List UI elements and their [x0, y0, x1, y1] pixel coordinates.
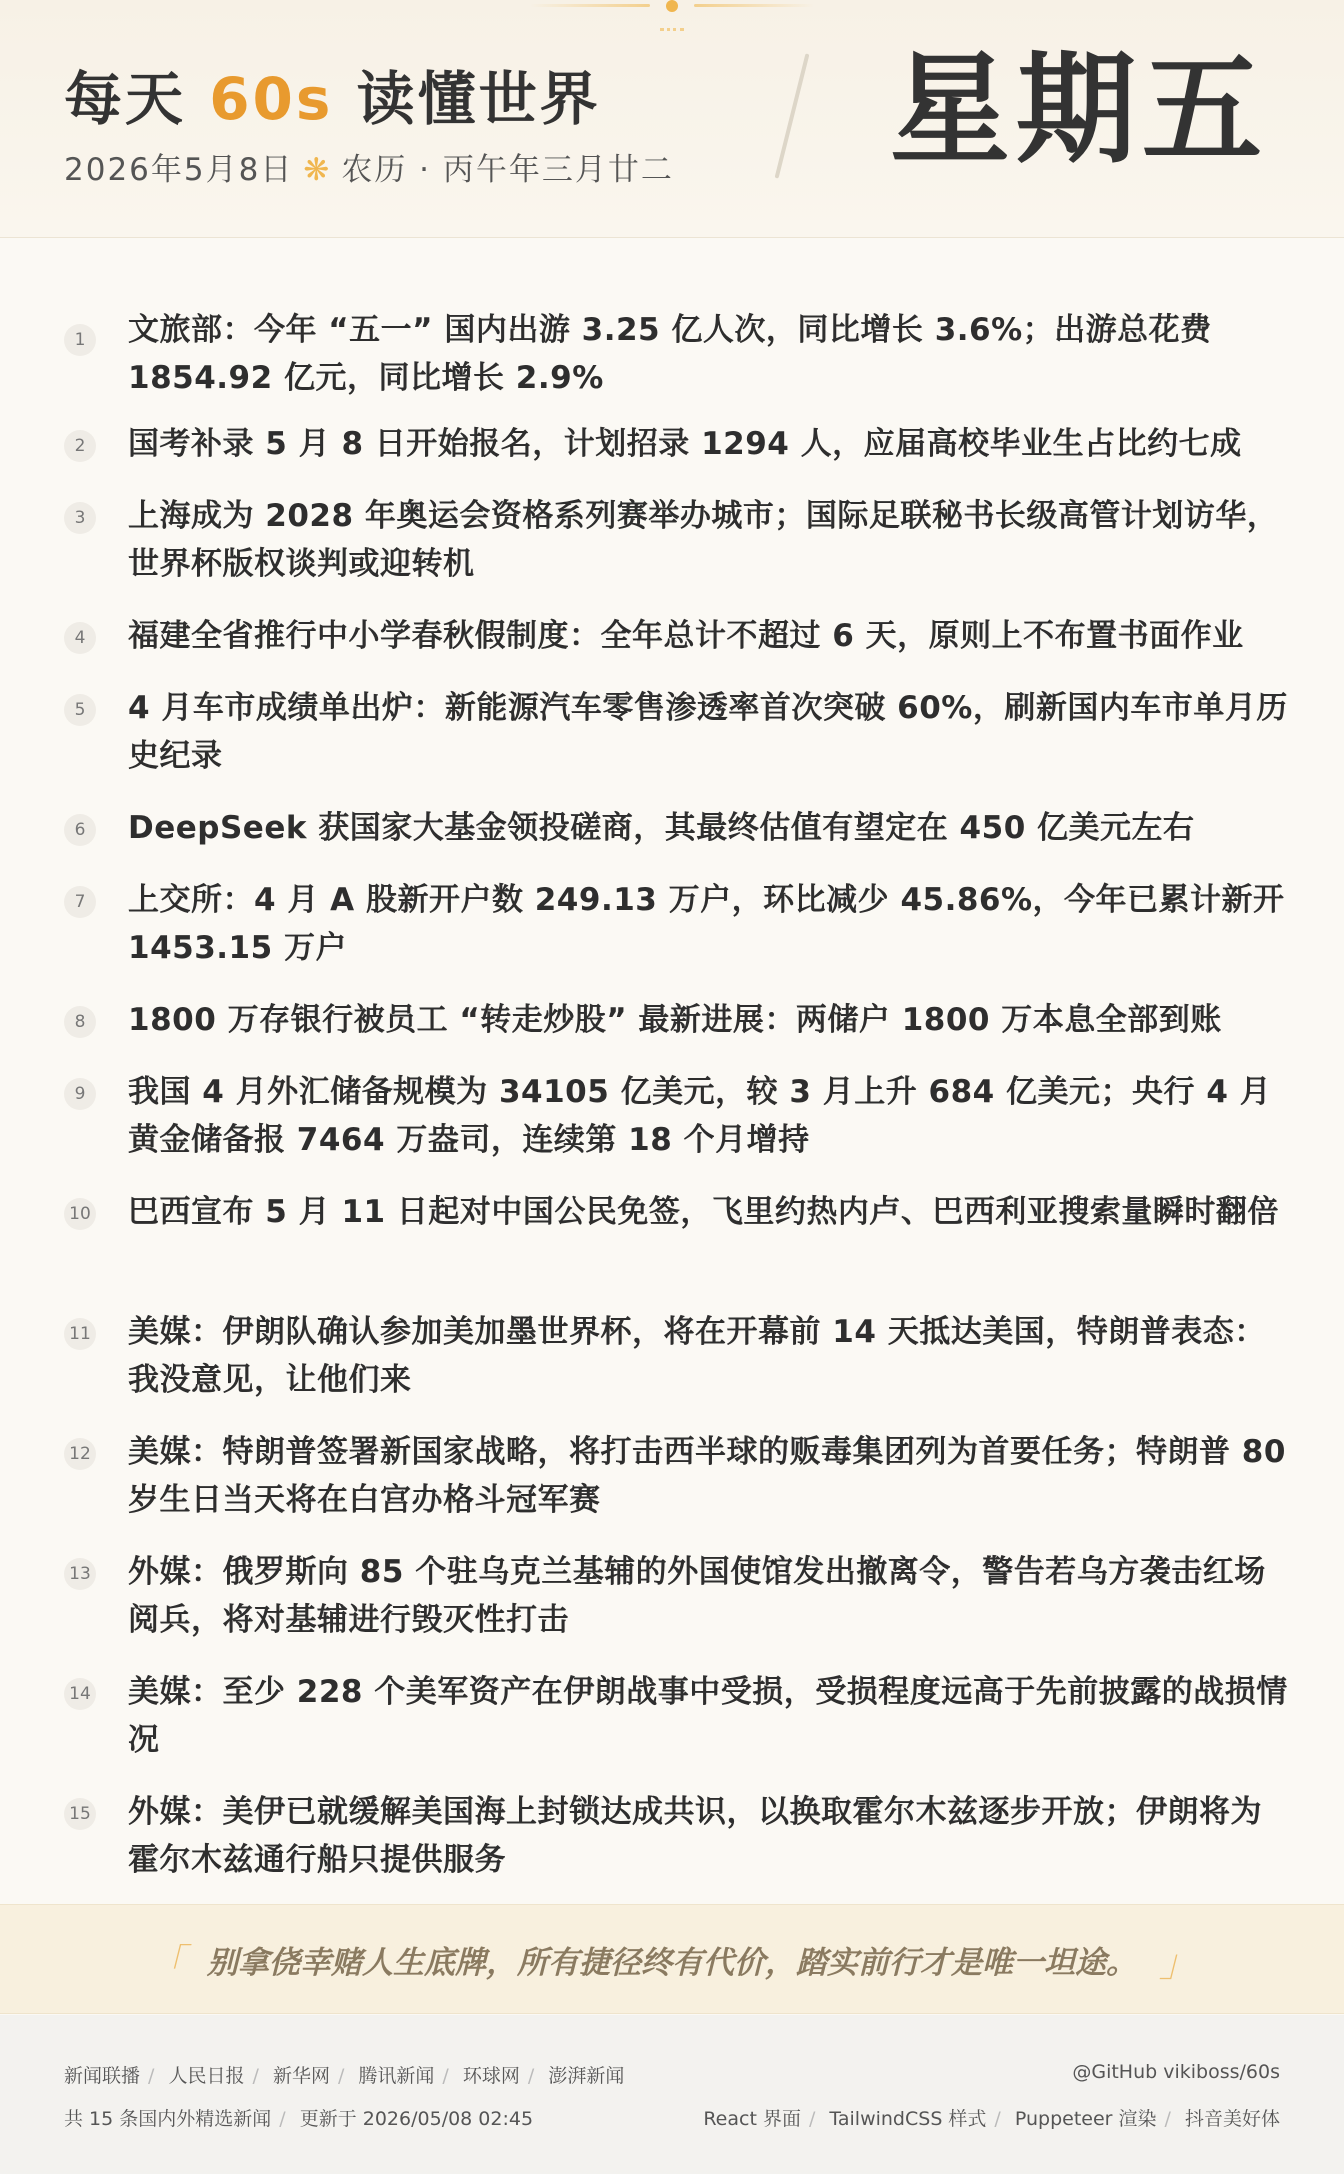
- decor-line-left: [530, 4, 650, 7]
- news-text: 福建全省推行中小学春秋假制度：全年总计不超过 6 天，原则上不布置书面作业: [128, 618, 1244, 654]
- page-title: [64, 52, 601, 132]
- news-number-badge: 7: [64, 886, 96, 918]
- source-item: 人民日报: [168, 2065, 245, 2087]
- divider: /: [527, 2065, 535, 2087]
- updated-time: 更新于 2026/05/08 02:45: [299, 2108, 534, 2130]
- footer: [0, 2015, 1344, 2174]
- news-number-badge: 11: [64, 1318, 96, 1350]
- news-text: 4 月车市成绩单出炉：新能源汽车零售渗透率首次突破 60%，刷新国内车市单月历史纪录: [128, 690, 1288, 774]
- divider: /: [808, 2108, 816, 2130]
- tech-item: React 界面: [703, 2108, 801, 2130]
- header: [0, 0, 1344, 238]
- quote-close-mark: 」: [1159, 1940, 1198, 1985]
- daily-quote: [0, 1904, 1344, 2014]
- lunar-date: 农历 · 丙午年三月廿二: [341, 152, 674, 188]
- stats-line: [64, 2104, 533, 2131]
- news-number-badge: 14: [64, 1678, 96, 1710]
- news-number-badge: 10: [64, 1198, 96, 1230]
- news-number-badge: 2: [64, 430, 96, 462]
- title-accent: 60s: [209, 65, 334, 133]
- divider: /: [279, 2108, 286, 2130]
- news-text: 文旅部：今年 “五一” 国内出游 3.25 亿人次，同比增长 3.6%；出游总花费 1854.92 亿元，同比增长 2.9%: [128, 312, 1212, 396]
- source-item: 新闻联播: [64, 2065, 141, 2087]
- divider: /: [994, 2108, 1001, 2130]
- solar-date: 2026年5月8日: [64, 152, 294, 188]
- top-decoration: [530, 0, 814, 40]
- divider: /: [1164, 2108, 1171, 2130]
- news-text: 上交所：4 月 A 股新开户数 249.13 万户，环比减少 45.86%，今年已累计新开 1453.15 万户: [128, 882, 1285, 966]
- weekday: 星期五: [890, 41, 1268, 180]
- news-text: 我国 4 月外汇储备规模为 34105 亿美元，较 3 月上升 684 亿美元；央行 4 月黄金储备报 7464 万盎司，连续第 18 个月增持: [128, 1074, 1272, 1158]
- news-number-badge: 1: [64, 324, 96, 356]
- source-list: [64, 2061, 624, 2088]
- news-text: 上海成为 2028 年奥运会资格系列赛举办城市；国际足联秘书长级高管计划访华，世界杯版权谈判或迎转机: [128, 498, 1279, 582]
- news-number-badge: 12: [64, 1438, 96, 1470]
- source-item: 新华网: [272, 2065, 330, 2087]
- tech-item: Puppeteer 渲染: [1014, 2108, 1157, 2130]
- divider: /: [337, 2065, 345, 2087]
- flower-icon: ❋: [303, 152, 332, 188]
- news-text: 美媒：至少 228 个美军资产在伊朗战事中受损，受损程度远高于先前披露的战损情况: [128, 1674, 1288, 1758]
- news-number-badge: 6: [64, 814, 96, 846]
- news-number-badge: 5: [64, 694, 96, 726]
- source-item: 澎湃新闻: [548, 2065, 625, 2087]
- news-number-badge: 3: [64, 502, 96, 534]
- news-text: 美媒：伊朗队确认参加美加墨世界杯，将在开幕前 14 天抵达美国，特朗普表态：我没意见，让他们来: [128, 1314, 1266, 1398]
- source-item: 环球网: [462, 2065, 520, 2087]
- header-divider: [775, 53, 810, 178]
- tech-item: 抖音美好体: [1184, 2108, 1280, 2130]
- news-text: 外媒：俄罗斯向 85 个驻乌克兰基辅的外国使馆发出撤离令，警告若乌方袭击红场阅兵，将对基辅进行毁灭性打击: [128, 1554, 1266, 1638]
- news-number-badge: 13: [64, 1558, 96, 1590]
- divider: /: [148, 2065, 155, 2087]
- divider: /: [442, 2065, 449, 2087]
- tech-item: TailwindCSS 样式: [829, 2108, 987, 2130]
- date-line: [64, 144, 674, 189]
- title-prefix: 每天: [64, 65, 210, 133]
- news-number-badge: 4: [64, 622, 96, 654]
- news-text: DeepSeek 获国家大基金领投磋商，其最终估值有望定在 450 亿美元左右: [128, 810, 1195, 846]
- news-text: 巴西宣布 5 月 11 日起对中国公民免签，飞里约热内卢、巴西利亚搜索量瞬时翻倍: [128, 1194, 1279, 1230]
- decor-dots: [660, 28, 684, 31]
- news-text: 国考补录 5 月 8 日开始报名，计划招录 1294 人，应届高校毕业生占比约七成: [128, 426, 1242, 462]
- news-number-badge: 8: [64, 1006, 96, 1038]
- news-number-badge: 15: [64, 1798, 96, 1830]
- news-text: 1800 万存银行被员工 “转走炒股” 最新进展：两储户 1800 万本息全部到账: [128, 1002, 1222, 1038]
- news-text: 美媒：特朗普签署新国家战略，将打击西半球的贩毒集团列为首要任务；特朗普 80 岁生日当天将在白宫办格斗冠军赛: [128, 1434, 1286, 1518]
- news-count: 共 15 条国内外精选新闻: [64, 2108, 272, 2130]
- news-number-badge: 9: [64, 1078, 96, 1110]
- tech-stack: [703, 2104, 1280, 2131]
- title-suffix: 读懂世界: [333, 65, 601, 133]
- decor-line-right: [694, 4, 814, 7]
- quote-open-mark: 「: [146, 1940, 185, 1985]
- divider: /: [252, 2065, 259, 2087]
- quote-text: 别拿侥幸赌人生底牌，所有捷径终有代价，踏实前行才是唯一坦途。: [207, 1944, 1137, 1981]
- news-text: 外媒：美伊已就缓解美国海上封锁达成共识，以换取霍尔木兹逐步开放；伊朗将为霍尔木兹通行船只提供服务: [128, 1794, 1262, 1878]
- github-credit: @GitHub vikiboss/60s: [1072, 2061, 1280, 2083]
- decor-dot: [666, 0, 678, 12]
- source-item: 腾讯新闻: [358, 2065, 435, 2087]
